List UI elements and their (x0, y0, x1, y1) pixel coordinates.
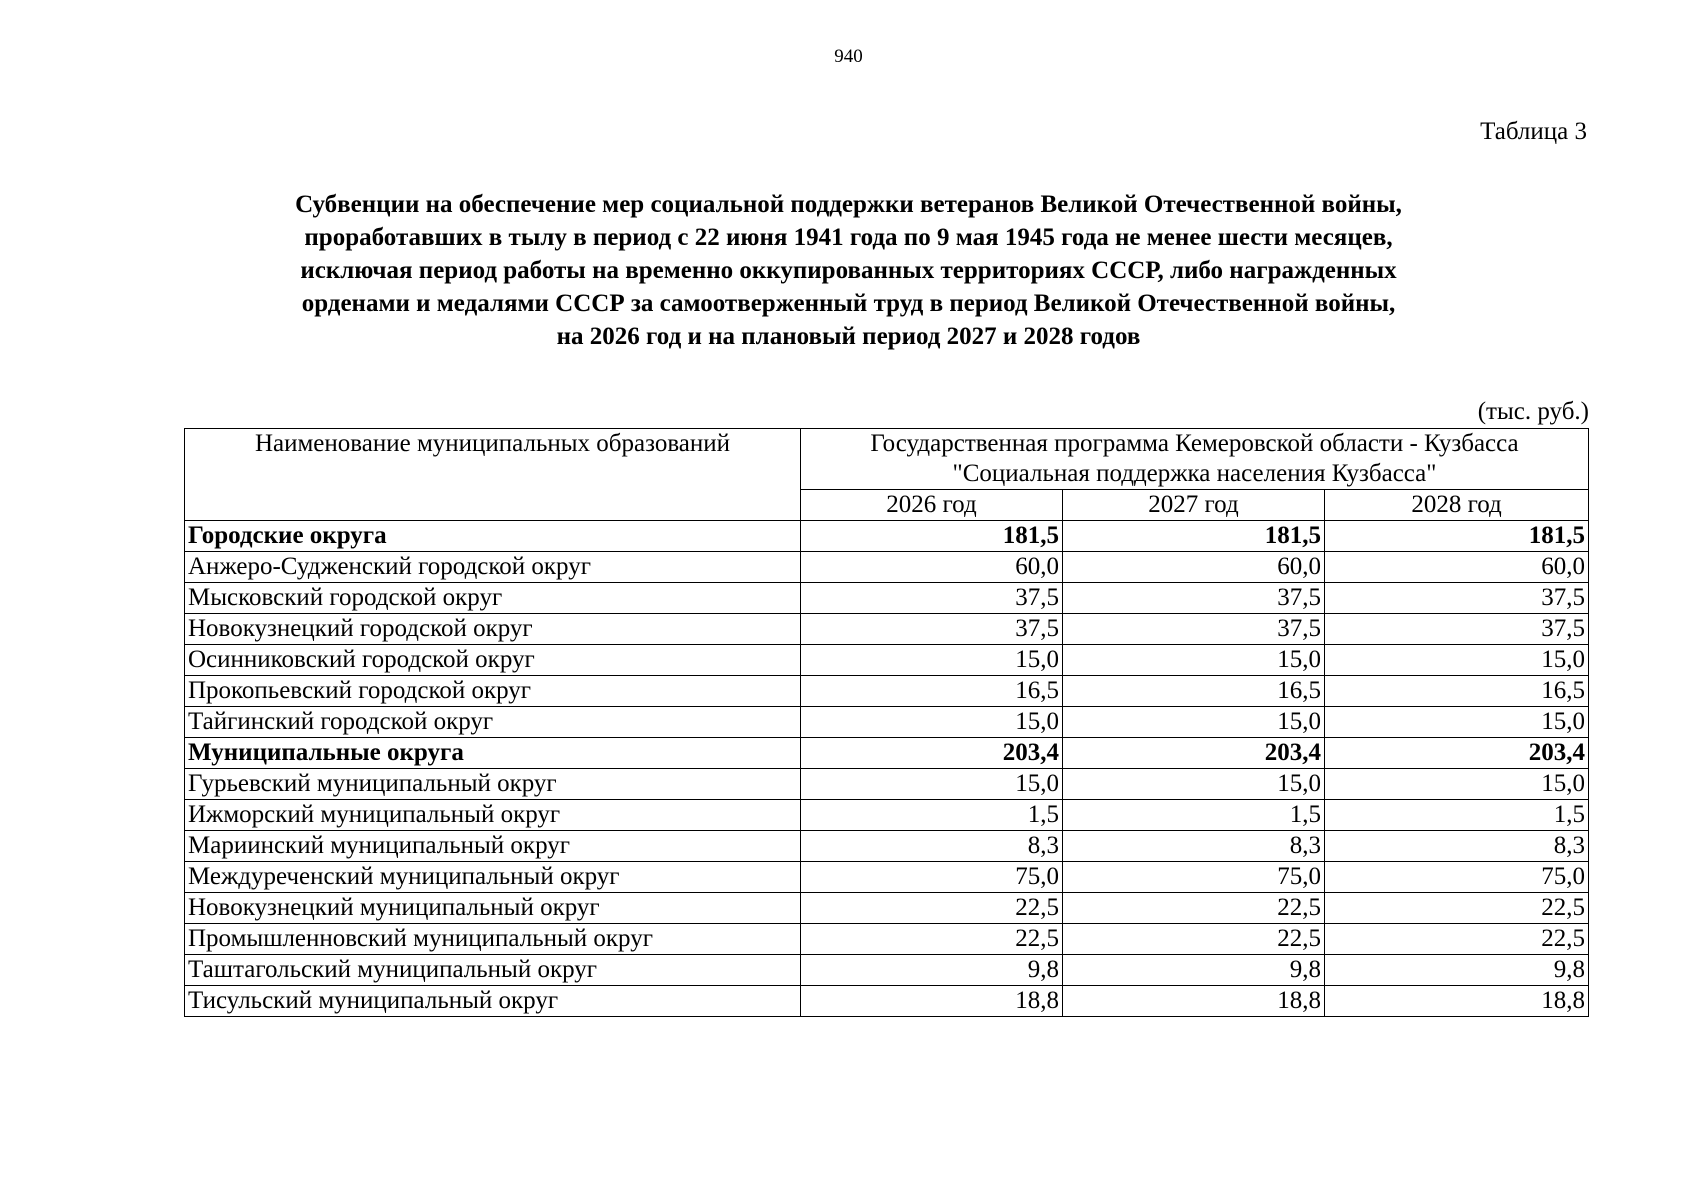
table-row (185, 583, 1589, 614)
table-row (185, 645, 1589, 676)
municipality-name-cell: Городские округа (185, 521, 801, 552)
table-row (185, 955, 1589, 986)
table-group-row (185, 521, 1589, 552)
table-row (185, 831, 1589, 862)
value-2027-cell: 8,3 (1063, 831, 1325, 862)
header-year-2027: 2027 год (1063, 490, 1325, 521)
value-2027-cell: 75,0 (1063, 862, 1325, 893)
value-2027-cell: 60,0 (1063, 552, 1325, 583)
table-label: Таблица 3 (1480, 118, 1587, 145)
page-number: 940 (834, 46, 863, 67)
value-2026-cell: 60,0 (801, 552, 1063, 583)
header-municipality-name: Наименование муниципальных образований (185, 429, 801, 521)
value-2028-cell: 60,0 (1325, 552, 1589, 583)
value-2027-cell: 1,5 (1063, 800, 1325, 831)
header-program (801, 429, 1589, 490)
value-2027-cell: 22,5 (1063, 893, 1325, 924)
header-year-2026: 2026 год (801, 490, 1063, 521)
municipality-name-cell: Гурьевский муниципальный округ (185, 769, 801, 800)
value-2026-cell: 1,5 (801, 800, 1063, 831)
municipality-name-cell: Прокопьевский городской округ (185, 676, 801, 707)
municipality-name-cell: Муниципальные округа (185, 738, 801, 769)
value-2028-cell: 22,5 (1325, 893, 1589, 924)
value-2026-cell: 22,5 (801, 924, 1063, 955)
value-2026-cell: 15,0 (801, 707, 1063, 738)
title-line: Субвенции на обеспечение мер социальной поддержки ветеранов Великой Отечественной войны, (295, 191, 1402, 218)
municipality-name-cell: Промышленновский муниципальный округ (185, 924, 801, 955)
subventions-table (184, 428, 1589, 1017)
municipality-name-cell: Таштагольский муниципальный округ (185, 955, 801, 986)
header-program-line2: "Социальная поддержка населения Кузбасса" (952, 460, 1437, 487)
title-line: на 2026 год и на плановый период 2027 и 2028 годов (556, 323, 1141, 350)
municipality-name-cell: Междуреченский муниципальный округ (185, 862, 801, 893)
municipality-name-cell: Новокузнецкий городской округ (185, 614, 801, 645)
value-2026-cell: 37,5 (801, 583, 1063, 614)
value-2026-cell: 203,4 (801, 738, 1063, 769)
header-year-2028: 2028 год (1325, 490, 1589, 521)
value-2026-cell: 75,0 (801, 862, 1063, 893)
value-2028-cell: 15,0 (1325, 645, 1589, 676)
units-label: (тыс. руб.) (1477, 398, 1589, 425)
table-row (185, 769, 1589, 800)
table-header-row (185, 429, 1589, 490)
value-2026-cell: 15,0 (801, 645, 1063, 676)
value-2028-cell: 181,5 (1325, 521, 1589, 552)
table-row (185, 614, 1589, 645)
municipality-name-cell: Осинниковский городской округ (185, 645, 801, 676)
value-2026-cell: 9,8 (801, 955, 1063, 986)
value-2026-cell: 37,5 (801, 614, 1063, 645)
title-line: проработавших в тылу в период с 22 июня 1941 года по 9 мая 1945 года не менее шести месяцев, (304, 224, 1393, 251)
value-2027-cell: 181,5 (1063, 521, 1325, 552)
value-2027-cell: 16,5 (1063, 676, 1325, 707)
value-2028-cell: 37,5 (1325, 583, 1589, 614)
municipality-name-cell: Анжеро-Судженский городской округ (185, 552, 801, 583)
table-row (185, 924, 1589, 955)
table-row (185, 986, 1589, 1017)
table-row (185, 676, 1589, 707)
value-2027-cell: 203,4 (1063, 738, 1325, 769)
value-2028-cell: 8,3 (1325, 831, 1589, 862)
value-2026-cell: 18,8 (801, 986, 1063, 1017)
value-2028-cell: 9,8 (1325, 955, 1589, 986)
value-2028-cell: 16,5 (1325, 676, 1589, 707)
value-2028-cell: 1,5 (1325, 800, 1589, 831)
header-program-line1: Государственная программа Кемеровской области - Кузбасса (870, 430, 1519, 457)
municipality-name-cell: Мысковский городской округ (185, 583, 801, 614)
municipality-name-cell: Тисульский муниципальный округ (185, 986, 801, 1017)
value-2027-cell: 37,5 (1063, 614, 1325, 645)
municipality-name-cell: Новокузнецкий муниципальный округ (185, 893, 801, 924)
table-row (185, 862, 1589, 893)
value-2028-cell: 15,0 (1325, 707, 1589, 738)
document-title (0, 188, 1697, 353)
value-2028-cell: 203,4 (1325, 738, 1589, 769)
value-2027-cell: 15,0 (1063, 645, 1325, 676)
table-row (185, 552, 1589, 583)
title-line: орденами и медалями СССР за самоотверженный труд в период Великой Отечественной войны, (301, 290, 1396, 317)
municipality-name-cell: Мариинский муниципальный округ (185, 831, 801, 862)
value-2027-cell: 22,5 (1063, 924, 1325, 955)
table-row (185, 800, 1589, 831)
value-2028-cell: 18,8 (1325, 986, 1589, 1017)
value-2026-cell: 15,0 (801, 769, 1063, 800)
value-2026-cell: 16,5 (801, 676, 1063, 707)
value-2026-cell: 181,5 (801, 521, 1063, 552)
value-2028-cell: 75,0 (1325, 862, 1589, 893)
value-2027-cell: 15,0 (1063, 769, 1325, 800)
title-line: исключая период работы на временно оккупированных территориях СССР, либо награжденных (300, 257, 1397, 284)
table-group-row (185, 738, 1589, 769)
value-2027-cell: 15,0 (1063, 707, 1325, 738)
value-2026-cell: 8,3 (801, 831, 1063, 862)
value-2028-cell: 15,0 (1325, 769, 1589, 800)
value-2027-cell: 37,5 (1063, 583, 1325, 614)
table-body (185, 521, 1589, 1017)
municipality-name-cell: Тайгинский городской округ (185, 707, 801, 738)
value-2028-cell: 22,5 (1325, 924, 1589, 955)
table-row (185, 707, 1589, 738)
value-2028-cell: 37,5 (1325, 614, 1589, 645)
value-2026-cell: 22,5 (801, 893, 1063, 924)
municipality-name-cell: Ижморский муниципальный округ (185, 800, 801, 831)
value-2027-cell: 18,8 (1063, 986, 1325, 1017)
value-2027-cell: 9,8 (1063, 955, 1325, 986)
table-row (185, 893, 1589, 924)
